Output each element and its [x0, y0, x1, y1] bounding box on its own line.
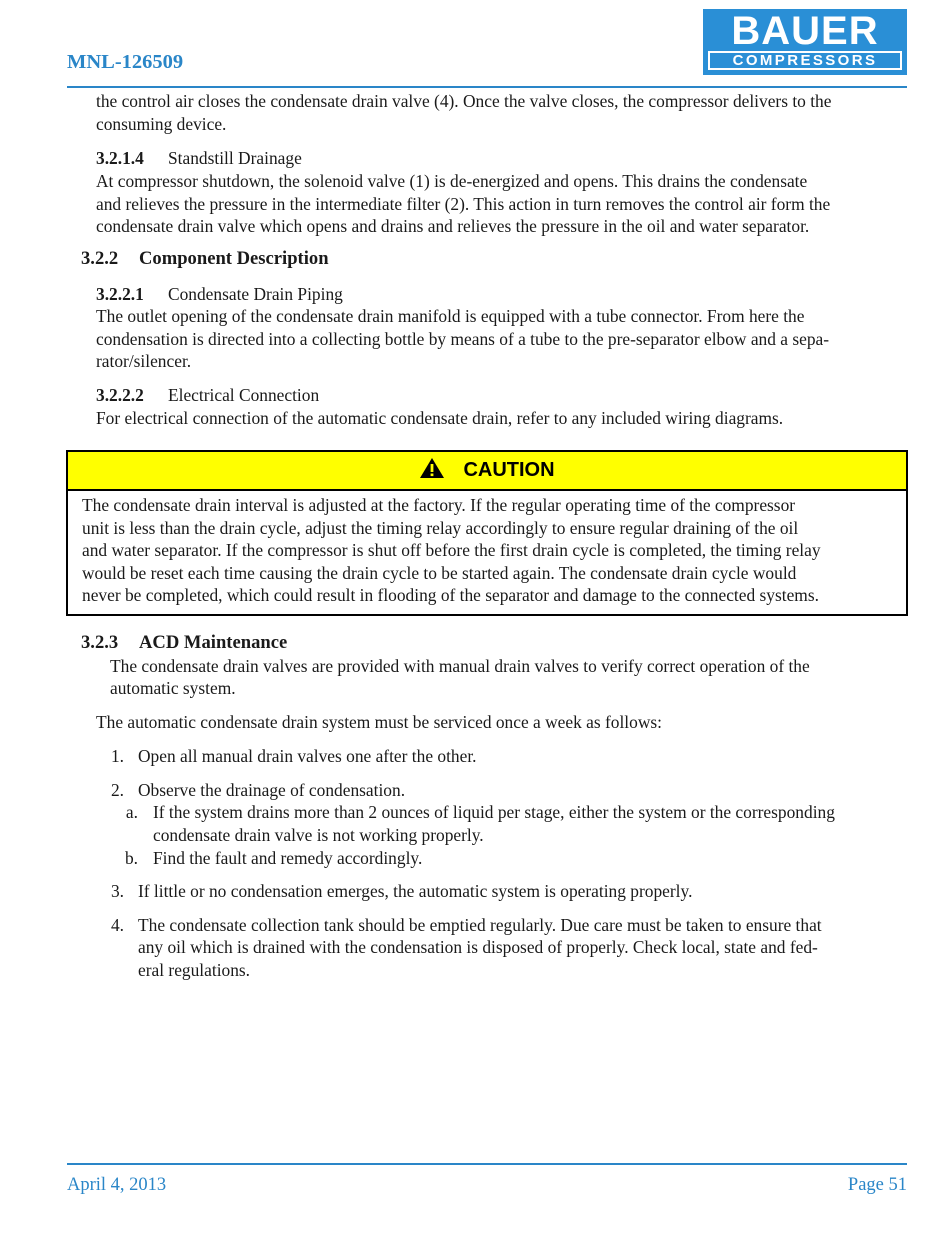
- subsection-heading: [96, 147, 302, 170]
- footer-date: April 4, 2013: [67, 1175, 167, 1195]
- subsection-number: 3.2.2.2: [96, 385, 144, 405]
- list-item-text: condensate drain valve is not working properly.: [153, 825, 484, 845]
- page-number: Page 51: [847, 1175, 907, 1195]
- paragraph-line: condensation is directed into a collecting bottle by means of a tube to the pre-separator elbow and a sepa-: [96, 329, 830, 349]
- paragraph-line: For electrical connection of the automatic condensate drain, refer to any included wiring diagrams.: [96, 408, 784, 428]
- caution-label: CAUTION: [463, 459, 555, 481]
- subsection-heading: [96, 384, 319, 407]
- paragraph-line: At compressor shutdown, the solenoid valve (1) is de-energized and opens. This drains the condensate: [96, 171, 808, 191]
- list-item-text: If little or no condensation emerges, the automatic system is operating properly.: [138, 881, 693, 901]
- section-heading: [81, 632, 287, 655]
- header-rule: [67, 86, 907, 88]
- caution-line: never be completed, which could result in flooding of the separator and damage to the connected systems.: [82, 585, 819, 606]
- paragraph-line: condensate drain valve which opens and drains and relieves the pressure in the oil and water separator.: [96, 216, 810, 236]
- section-title: ACD Maintenance: [139, 632, 288, 653]
- list-number: 4.: [110, 915, 124, 935]
- list-number: 2.: [110, 780, 124, 800]
- list-item-text: Find the fault and remedy accordingly.: [153, 848, 423, 868]
- paragraph-line: The outlet opening of the condensate drain manifold is equipped with a tube connector. From here the: [96, 306, 805, 326]
- document-id: MNL-126509: [67, 51, 184, 73]
- caution-line: The condensate drain interval is adjusted at the factory. If the regular operating time of the compressor: [82, 495, 796, 515]
- bauer-compressors-logo: [703, 9, 907, 75]
- list-item-text: Observe the drainage of condensation.: [138, 780, 406, 800]
- list-item-text: The condensate collection tank should be emptied regularly. Due care must be taken to ensure that: [138, 915, 822, 935]
- paragraph-line: automatic system.: [110, 678, 236, 698]
- paragraph-line: The condensate drain valves are provided with manual drain valves to verify correct operation of the: [110, 656, 810, 676]
- subsection-title: Electrical Connection: [168, 385, 320, 405]
- logo-subtitle: COMPRESSORS: [708, 51, 902, 70]
- subsection-number: 3.2.2.1: [96, 284, 144, 304]
- caution-line: unit is less than the drain cycle, adjust the timing relay accordingly to ensure regular draining of the oil: [82, 517, 799, 538]
- list-item-text: any oil which is drained with the condensation is disposed of properly. Check local, state and fed-: [138, 937, 818, 957]
- list-number: 3.: [110, 881, 124, 901]
- paragraph-line: and relieves the pressure in the intermediate filter (2). This action in turn removes the control air form the: [96, 194, 831, 214]
- subsection-title: Condensate Drain Piping: [168, 284, 343, 304]
- paragraph-line: The automatic condensate drain system must be serviced once a week as follows:: [96, 712, 662, 732]
- section-heading: [81, 248, 329, 271]
- list-number: 1.: [110, 746, 124, 766]
- list-letter: a.: [125, 802, 138, 822]
- section-number: 3.2.3: [81, 632, 119, 653]
- intro-line: consuming device.: [96, 114, 227, 134]
- caution-line: and water separator. If the compressor is shut off before the first drain cycle is completed, the timing relay: [82, 540, 821, 561]
- intro-line: the control air closes the condensate drain valve (4). Once the valve closes, the compressor delivers to the: [96, 91, 832, 111]
- caution-box: [66, 450, 908, 616]
- logo-wordmark: BAUER: [731, 9, 879, 53]
- subsection-title: Standstill Drainage: [168, 148, 302, 168]
- list-item-text: eral regulations.: [138, 960, 251, 980]
- list-item-text: Open all manual drain valves one after the other.: [138, 746, 477, 766]
- section-number: 3.2.2: [81, 248, 119, 269]
- section-title: Component Description: [139, 248, 329, 269]
- subsection-number: 3.2.1.4: [96, 148, 144, 168]
- list-letter: b.: [124, 848, 138, 868]
- caution-text: [82, 494, 896, 607]
- subsection-heading: [96, 283, 343, 306]
- paragraph-line: rator/silencer.: [96, 351, 192, 371]
- footer-rule: [67, 1163, 907, 1165]
- caution-header: [68, 452, 906, 491]
- caution-line: would be reset each time causing the drain cycle to be started again. The condensate drain cycle would: [82, 562, 797, 583]
- list-item-text: If the system drains more than 2 ounces of liquid per stage, either the system or the corresponding: [153, 802, 835, 822]
- warning-icon: [419, 457, 445, 479]
